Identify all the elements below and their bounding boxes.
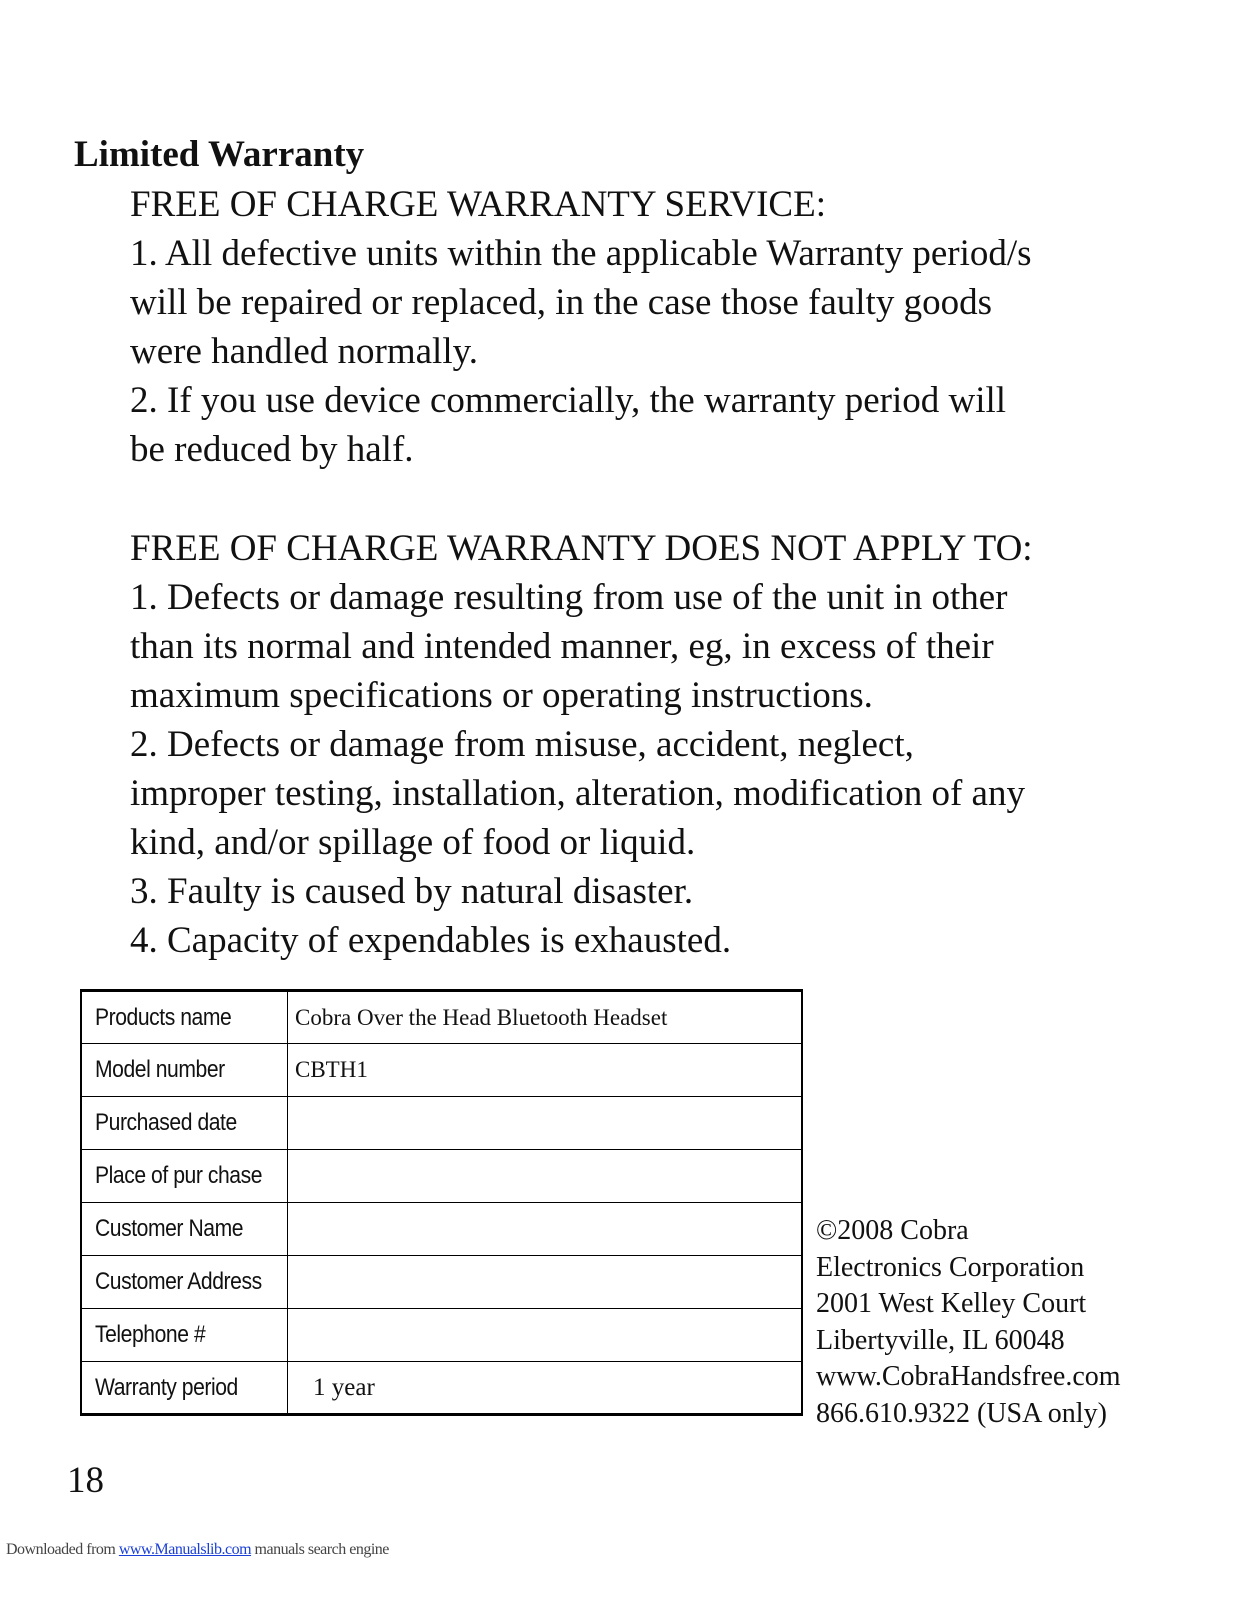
field-value: [288, 1309, 803, 1362]
table-row: [81, 991, 802, 1044]
field-label: Products name: [81, 991, 288, 1044]
field-label: Customer Name: [81, 1203, 288, 1256]
table-row: [81, 1150, 802, 1203]
field-label: Warranty period: [81, 1362, 288, 1415]
address-line: 866.610.9322 (USA only): [816, 1397, 1107, 1429]
text-line: 1. Defects or damage resulting from use of the unit in other: [130, 577, 1008, 618]
text-line: be reduced by half.: [130, 429, 414, 470]
address-line: ©2008 Cobra: [816, 1215, 969, 1246]
field-value: Cobra Over the Head Bluetooth Headset: [288, 991, 803, 1044]
address-line: Electronics Corporation: [816, 1251, 1085, 1283]
text-line: kind, and/or spillage of food or liquid.: [130, 822, 696, 863]
footer-suffix: manuals search engine: [251, 1541, 389, 1558]
footer-prefix: Downloaded from: [6, 1541, 119, 1558]
field-value: [288, 1203, 803, 1256]
warranty-exclusions-section: [130, 524, 1180, 965]
warranty-registration-table: [80, 989, 803, 1416]
table-row: [81, 1362, 802, 1415]
manualslib-link[interactable]: www.Manualslib.com: [118, 1541, 252, 1558]
page-title: Limited Warranty: [74, 134, 365, 175]
text-line: 3. Faulty is caused by natural disaster.: [130, 871, 694, 912]
text-line: will be repaired or replaced, in the case those faulty goods: [130, 282, 992, 323]
text-line: were handled normally.: [130, 331, 478, 372]
text-line: 2. If you use device commercially, the warranty period will: [130, 380, 1007, 421]
field-label: Model number: [81, 1044, 288, 1097]
address-line: www.CobraHandsfree.com: [816, 1361, 1121, 1393]
field-label: Purchased date: [81, 1097, 288, 1150]
text-line: improper testing, installation, alteration, modification of any: [130, 773, 1025, 814]
company-address: [816, 1213, 1121, 1433]
section-title: FREE OF CHARGE WARRANTY SERVICE:: [130, 184, 826, 225]
table-row: [81, 1097, 802, 1150]
address-line: Libertyville, IL 60048: [816, 1324, 1065, 1356]
text-line: maximum specifications or operating instructions.: [130, 675, 873, 716]
field-label: Place of pur chase: [81, 1150, 288, 1203]
field-value: [288, 1097, 803, 1150]
table-row: [81, 1203, 802, 1256]
field-value: CBTH1: [288, 1044, 803, 1097]
table-row: [81, 1044, 802, 1097]
field-value: [288, 1150, 803, 1203]
field-label: Telephone #: [81, 1309, 288, 1362]
address-line: 2001 West Kelley Court: [816, 1288, 1087, 1320]
text-line: 1. All defective units within the applicable Warranty period/s: [130, 233, 1032, 274]
download-footer: [6, 1541, 389, 1559]
table-row: [81, 1309, 802, 1362]
field-label: Customer Address: [81, 1256, 288, 1309]
field-value: [288, 1256, 803, 1309]
text-line: 2. Defects or damage from misuse, accident, neglect,: [130, 724, 914, 765]
field-value: 1 year: [288, 1362, 803, 1415]
warranty-service-section: [130, 180, 1180, 474]
section-title: FREE OF CHARGE WARRANTY DOES NOT APPLY TO:: [130, 528, 1033, 569]
text-line: 4. Capacity of expendables is exhausted.: [130, 920, 732, 961]
page-number: 18: [67, 1460, 104, 1501]
table-row: [81, 1256, 802, 1309]
text-line: than its normal and intended manner, eg, in excess of their: [130, 626, 994, 667]
